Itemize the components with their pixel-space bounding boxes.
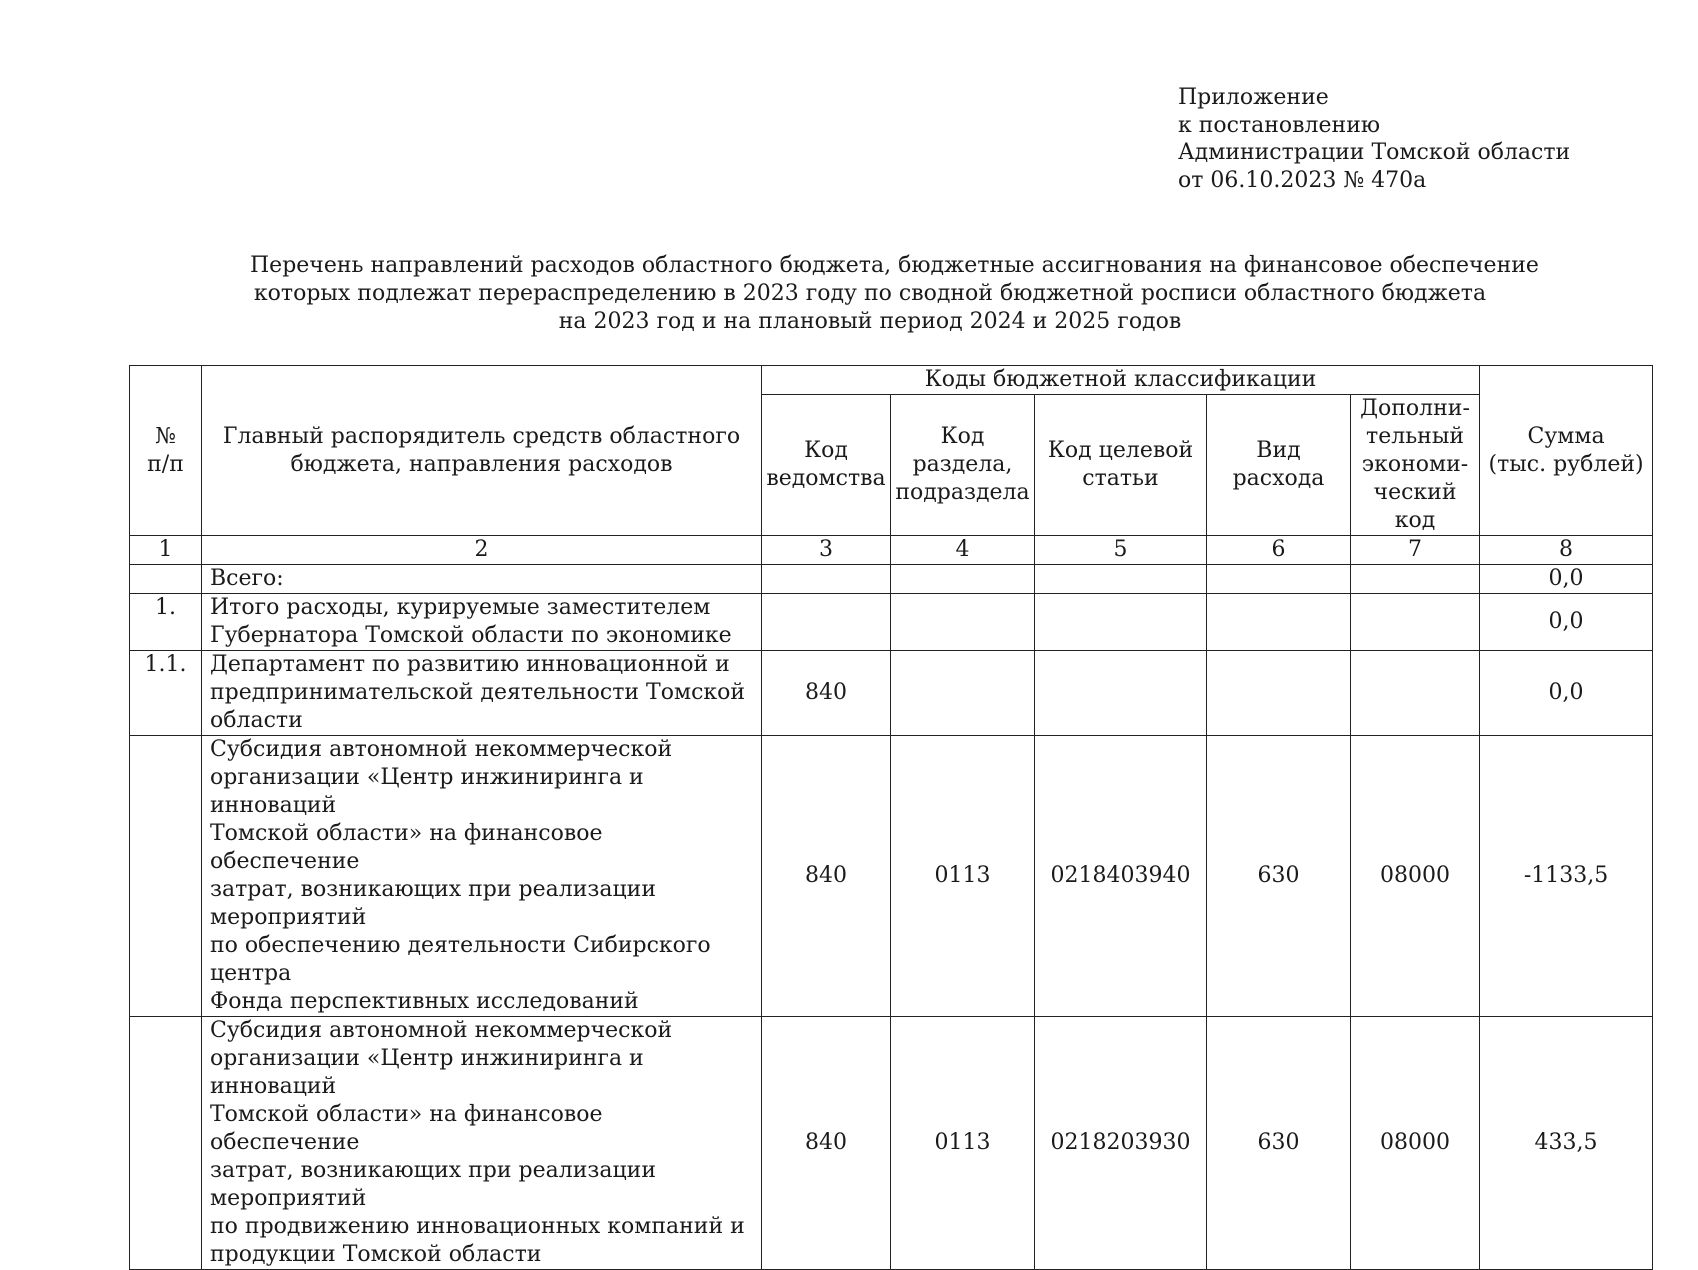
- row-num: [130, 736, 202, 1017]
- row-target-code: [1035, 594, 1207, 651]
- column-number: 1: [130, 536, 202, 565]
- column-number: 4: [891, 536, 1035, 565]
- document-title: [250, 252, 1539, 336]
- row-dept-code: 840: [762, 736, 891, 1017]
- row-section-code: [891, 594, 1035, 651]
- header-row: [130, 366, 1653, 395]
- table-row: [130, 736, 1653, 1017]
- row-extra-code: [1351, 651, 1480, 736]
- row-target-code: [1035, 565, 1207, 594]
- row-sum: 433,5: [1480, 1017, 1653, 1270]
- row-expense-kind: [1207, 651, 1351, 736]
- table-row: [130, 594, 1653, 651]
- column-number: 2: [202, 536, 762, 565]
- row-expense-kind: [1207, 565, 1351, 594]
- row-dept-code: 840: [762, 1017, 891, 1270]
- row-num: 1.1.: [130, 651, 202, 736]
- header-num: № п/п: [130, 366, 202, 536]
- row-section-code: 0113: [891, 1017, 1035, 1270]
- row-expense-kind: 630: [1207, 736, 1351, 1017]
- column-number: 7: [1351, 536, 1480, 565]
- row-sum: 0,0: [1480, 565, 1653, 594]
- row-extra-code: [1351, 565, 1480, 594]
- row-expense-kind: 630: [1207, 1017, 1351, 1270]
- table-row: [130, 565, 1653, 594]
- row-section-code: [891, 651, 1035, 736]
- header-dept-code: Код ведомства: [762, 395, 891, 536]
- header-extra-code: Дополни- тельный экономи- ческий код: [1351, 395, 1480, 536]
- title-line: Перечень направлений расходов областного бюджета, бюджетные ассигнования на финансовое обеспечение: [250, 253, 1539, 278]
- title-line: которых подлежат перераспределению в 2023 году по сводной бюджетной росписи областного бюджета: [253, 281, 1487, 306]
- row-description: Субсидия автономной некоммерческой организации «Центр инжиниринга и инноваций Томской области» на финансовое обеспечение затрат, возникающих при реализации мероприятий по обеспечению деятельности Сибирского центра Фонда перспективных исследований: [202, 736, 762, 1017]
- row-description: Итого расходы, курируемые заместителем Губернатора Томской области по экономике: [202, 594, 762, 651]
- header-target-code: Код целевой статьи: [1035, 395, 1207, 536]
- row-extra-code: 08000: [1351, 1017, 1480, 1270]
- title-line: на 2023 год и на плановый период 2024 и 2025 годов: [558, 309, 1182, 334]
- column-number: 6: [1207, 536, 1351, 565]
- header-main: Главный распорядитель средств областного бюджета, направления расходов: [202, 366, 762, 536]
- row-target-code: 0218203930: [1035, 1017, 1207, 1270]
- table-row: [130, 1017, 1653, 1270]
- appendix-date-number: от 06.10.2023 № 470а: [1178, 167, 1427, 193]
- appendix-line: Приложение: [1178, 85, 1329, 110]
- appendix-line: Администрации Томской области: [1178, 140, 1571, 165]
- column-number: 3: [762, 536, 891, 565]
- row-dept-code: [762, 565, 891, 594]
- row-sum: -1133,5: [1480, 736, 1653, 1017]
- row-dept-code: [762, 594, 891, 651]
- row-expense-kind: [1207, 594, 1351, 651]
- row-description: Всего:: [202, 565, 762, 594]
- row-extra-code: 08000: [1351, 736, 1480, 1017]
- row-extra-code: [1351, 594, 1480, 651]
- row-sum: 0,0: [1480, 594, 1653, 651]
- row-description: Департамент по развитию инновационной и предпринимательской деятельности Томской области: [202, 651, 762, 736]
- row-dept-code: 840: [762, 651, 891, 736]
- column-number-row: [130, 536, 1653, 565]
- row-target-code: [1035, 651, 1207, 736]
- table-row: [130, 651, 1653, 736]
- header-expense-kind: Вид расхода: [1207, 395, 1351, 536]
- header-sum: Сумма (тыс. рублей): [1480, 366, 1653, 536]
- row-sum: 0,0: [1480, 651, 1653, 736]
- budget-table: [129, 365, 1653, 1270]
- appendix-block: [1178, 84, 1570, 194]
- column-number: 5: [1035, 536, 1207, 565]
- row-section-code: [891, 565, 1035, 594]
- appendix-line: к постановлению: [1178, 112, 1381, 138]
- row-description: Субсидия автономной некоммерческой организации «Центр инжиниринга и инноваций Томской области» на финансовое обеспечение затрат, возникающих при реализации мероприятий по продвижению инновационных компаний и продукции Томской области: [202, 1017, 762, 1270]
- header-section-code: Код раздела, подраздела: [891, 395, 1035, 536]
- row-num: [130, 1017, 202, 1270]
- header-codes-group: Коды бюджетной классификации: [762, 366, 1480, 395]
- row-section-code: 0113: [891, 736, 1035, 1017]
- column-number: 8: [1480, 536, 1653, 565]
- row-num: [130, 565, 202, 594]
- row-target-code: 0218403940: [1035, 736, 1207, 1017]
- row-num: 1.: [130, 594, 202, 651]
